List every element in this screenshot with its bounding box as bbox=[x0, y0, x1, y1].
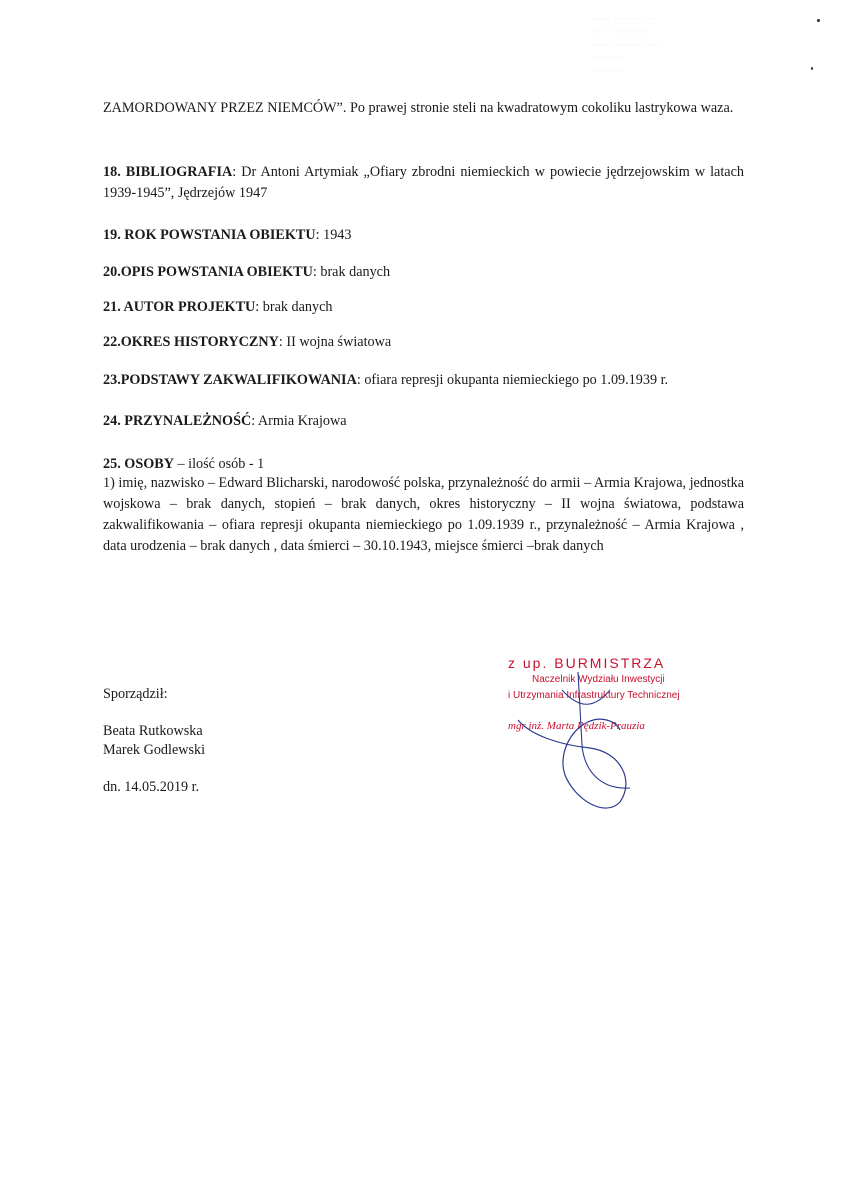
field-value: brak danych bbox=[262, 299, 333, 315]
field-okres-historyczny bbox=[103, 332, 391, 353]
stamp-signatory: mgr inż. Marta Pędzik-Prauzia bbox=[508, 720, 645, 732]
field-separator: : bbox=[232, 164, 242, 180]
stamp-line: i Utrzymania Infrastruktury Technicznej bbox=[508, 690, 680, 701]
field-value: ofiara represji okupanta niemieckiego po 1.09.1939 r. bbox=[364, 372, 669, 388]
field-value: brak danych bbox=[320, 264, 391, 280]
signature-stroke bbox=[518, 719, 626, 808]
signature-stroke bbox=[562, 690, 610, 704]
field-opis-powstania bbox=[103, 262, 390, 283]
prepared-by-label: Sporządził: bbox=[103, 686, 168, 702]
field-bibliography bbox=[103, 162, 744, 204]
author-name: Marek Godlewski bbox=[103, 742, 206, 758]
field-value: II wojna światowa bbox=[286, 334, 392, 350]
field-value: Armia Krajowa bbox=[257, 413, 347, 429]
field-label: 23.PODSTAWY ZAKWALIFIKOWANIA bbox=[103, 372, 357, 388]
stamp-line: Naczelnik Wydziału Inwestycji bbox=[532, 674, 665, 685]
bleed-through-text: ··· ······· ····· ········ ·· ··· ··· ······· ······ ········ ········· bbox=[590, 11, 661, 77]
field-separator: : bbox=[356, 372, 365, 388]
field-autor-projektu bbox=[103, 297, 333, 318]
field-podstawy bbox=[103, 370, 668, 391]
field-rok-powstania bbox=[103, 225, 351, 246]
handwritten-signature bbox=[470, 650, 720, 830]
field-value: ilość osób - 1 bbox=[188, 456, 265, 472]
field-value: Dr Antoni Artymiak „Ofiary zbrodni niemieckich w powiecie jędrzejowskim w latach 1939-1945”, Jędrzejów 1947 bbox=[103, 164, 744, 201]
field-separator: : bbox=[251, 413, 258, 429]
official-stamp bbox=[470, 650, 720, 830]
field-label: 19. ROK POWSTANIA OBIEKTU bbox=[103, 227, 316, 243]
field-separator: : bbox=[278, 334, 287, 350]
field-separator: : bbox=[315, 227, 324, 243]
signature-stroke bbox=[578, 672, 630, 788]
field-osoby bbox=[103, 454, 264, 475]
field-label: 20.OPIS POWSTANIA OBIEKTU bbox=[103, 264, 313, 280]
field-przynaleznosc bbox=[103, 411, 347, 432]
author-name: Beata Rutkowska bbox=[103, 723, 203, 739]
field-label: 25. OSOBY bbox=[103, 456, 174, 472]
document-date: dn. 14.05.2019 r. bbox=[103, 779, 200, 795]
field-separator: : bbox=[312, 264, 321, 280]
field-label: 18. BIBLIOGRAFIA bbox=[103, 164, 233, 180]
field-label: 21. AUTOR PROJEKTU bbox=[103, 299, 256, 315]
header-continuation: ZAMORDOWANY PRZEZ NIEMCÓW”. Po prawej stronie steli na kwadratowym cokoliku lastrykowa waza. bbox=[103, 100, 734, 116]
person-entry: 1) imię, nazwisko – Edward Blicharski, narodowość polska, przynależność do armii – Armia Krajowa, jednostka wojskowa – brak danych, stopień – brak danych, okres historyczny – II wojna światowa, podstawa zakwalifikowania – ofiara represji okupanta niemieckiego po 1.09.1939 r., przynależność – Armia Krajowa , data urodzenia – brak danych , data śmierci – 30.10.1943, miejsce śmierci –brak danych bbox=[103, 475, 744, 554]
field-label: 22.OKRES HISTORYCZNY bbox=[103, 334, 279, 350]
stamp-title: z up. BURMISTRZA bbox=[508, 655, 666, 671]
field-separator: : bbox=[255, 299, 263, 315]
field-label: 24. PRZYNALEŻNOŚĆ bbox=[103, 413, 252, 429]
field-separator: – bbox=[173, 456, 189, 472]
field-value: 1943 bbox=[323, 227, 352, 243]
